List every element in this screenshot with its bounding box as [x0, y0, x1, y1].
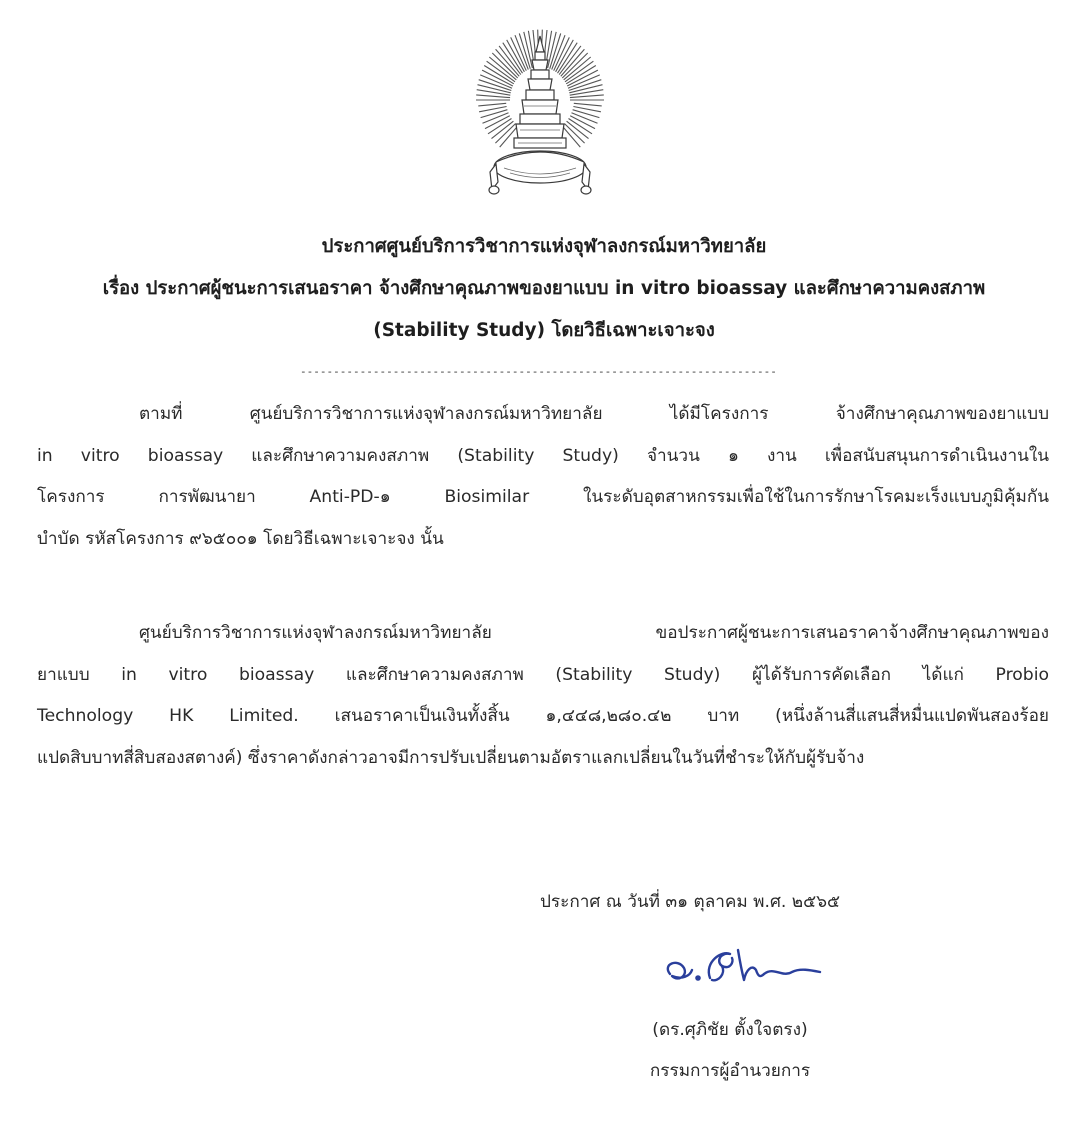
- title-line-2: เรื่อง ประกาศผู้ชนะการเสนอราคา จ้างศึกษาคุณภาพของยาแบบ in vitro bioassay และศึกษาความคงสภาพ: [102, 278, 986, 299]
- paragraph-1-line: ตามที่ ศูนย์บริการวิชาการแห่งจุฬาลงกรณ์มหาวิทยาลัย ได้มีโครงการ จ้างศึกษาคุณภาพของยาแบบ: [139, 404, 1049, 424]
- university-emblem-icon: [474, 22, 606, 200]
- paragraph-2-line: ยาแบบ in vitro bioassay และศึกษาความคงสภาพ (Stability Study) ผู้ได้รับการคัดเลือก ได้แก่ Probio: [37, 664, 1049, 685]
- paragraph-2-line: Technology HK Limited. เสนอราคาเป็นเงินทั้งสิ้น ๑,๔๔๘,๒๘๐.๔๒ บาท (หนึ่งล้านสี่แสนสี่หมื่นแปดพันสองร้อย: [37, 706, 1049, 726]
- title-line-3: (Stability Study) โดยวิธีเฉพาะเจาะจง: [373, 320, 715, 341]
- announcement-title: [20, 226, 1068, 352]
- signer-block: [560, 1010, 900, 1092]
- signer-title: กรรมการผู้อำนวยการ: [649, 1061, 811, 1081]
- paragraph-1: [37, 394, 1049, 560]
- signer-name: (ดร.ศุภิชัย ตั้งใจตรง): [652, 1020, 808, 1040]
- paragraph-1-line: โครงการ การพัฒนายา Anti-PD-๑ Biosimilar ในระดับอุตสาหกรรมเพื่อใช้ในการรักษาโรคมะเร็งแบบภูมิคุ้มกัน: [37, 487, 1049, 507]
- signature-image: [660, 940, 830, 998]
- title-line-1: ประกาศศูนย์บริการวิชาการแห่งจุฬาลงกรณ์มหาวิทยาลัย: [321, 236, 767, 257]
- paragraph-1-line: บำบัด รหัสโครงการ ๙๖๕๐๐๑ โดยวิธีเฉพาะเจาะจง นั้น: [37, 528, 444, 549]
- paragraph-2: [37, 613, 1049, 779]
- announcement-date: ประกาศ ณ วันที่ ๓๑ ตุลาคม พ.ศ. ๒๕๖๕: [540, 892, 841, 912]
- paragraph-2-line: ศูนย์บริการวิชาการแห่งจุฬาลงกรณ์มหาวิทยาลัย ขอประกาศผู้ชนะการเสนอราคาจ้างศึกษาคุณภาพของ: [139, 623, 1049, 643]
- paragraph-1-line: in vitro bioassay และศึกษาความคงสภาพ (Stability Study) จำนวน ๑ งาน เพื่อสนับสนุนการดำเนินงานใน: [37, 445, 1049, 466]
- title-divider: ------------------------------------------------------------------------: [300, 365, 777, 378]
- paragraph-2-line: แปดสิบบาทสี่สิบสองสตางค์) ซึ่งราคาดังกล่าวอาจมีการปรับเปลี่ยนตามอัตราแลกเปลี่ยนในวันที่ชำระให้กับผู้รับจ้าง: [37, 747, 865, 768]
